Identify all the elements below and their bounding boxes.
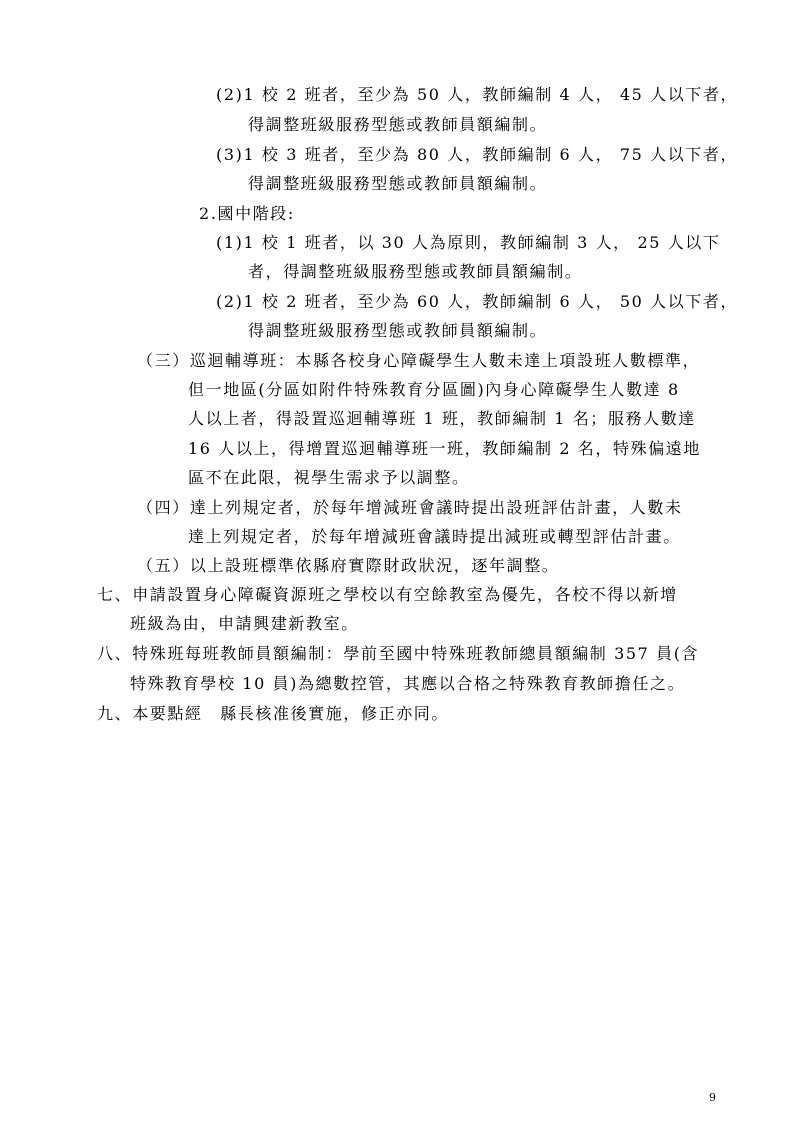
text-line: （五）以上設班標準依縣府實際財政狀況，逐年調整。 (137, 556, 560, 575)
text-line: 班級為由，申請興建新教室。 (130, 614, 359, 633)
text-line: 者，得調整班級服務型態或教師員額編制。 (248, 262, 583, 281)
text-line: 特殊教育學校 10 員)為總數控管，其應以合格之特殊教育教師擔任之。 (130, 674, 686, 693)
text-line: 九、本要點經 縣長核准後實施，修正亦同。 (97, 704, 450, 723)
text-line: 得調整班級服務型態或教師員額編制。 (248, 115, 548, 134)
text-line: 16 人以上，得增置巡迴輔導班一班，教師編制 2 名，特殊偏遠地 (188, 439, 701, 458)
text-line: （三）巡迴輔導班：本縣各校身心障礙學生人數未達上項設班人數標準， (137, 351, 701, 370)
text-line: 但一地區(分區如附件特殊教育分區圖)內身心障礙學生人數達 8 (188, 380, 680, 399)
text-line: （四）達上列規定者，於每年增減班會議時提出設班評估計畫，人數未 (137, 498, 683, 517)
text-line: 區不在此限，視學生需求予以調整。 (188, 468, 470, 487)
text-line: 人以上者，得設置巡迴輔導班 1 班，教師編制 1 名；服務人數達 (188, 409, 696, 428)
page-number: 9 (709, 1091, 716, 1104)
text-line: (3)1 校 3 班者，至少為 80 人，教師編制 6 人， 75 人以下者， (216, 145, 739, 164)
text-line: (2)1 校 2 班者，至少為 60 人，教師編制 6 人， 50 人以下者， (216, 292, 739, 311)
text-line: 得調整班級服務型態或教師員額編制。 (248, 321, 548, 340)
text-line: 得調整班級服務型態或教師員額編制。 (248, 174, 548, 193)
text-line: 八、特殊班每班教師員額編制：學前至國中特殊班教師總員額編制 357 員(含 (97, 644, 700, 663)
section-heading: 2.國中階段: (199, 204, 295, 223)
text-line: (2)1 校 2 班者，至少為 50 人，教師編制 4 人， 45 人以下者， (216, 85, 739, 104)
text-line: (1)1 校 1 班者，以 30 人為原則，教師編制 3 人， 25 人以下 (216, 233, 721, 252)
text-line: 達上列規定者，於每年增減班會議時提出減班或轉型評估計畫。 (188, 527, 681, 546)
text-line: 七、申請設置身心障礙資源班之學校以有空餘教室為優先，各校不得以新增 (97, 585, 678, 604)
